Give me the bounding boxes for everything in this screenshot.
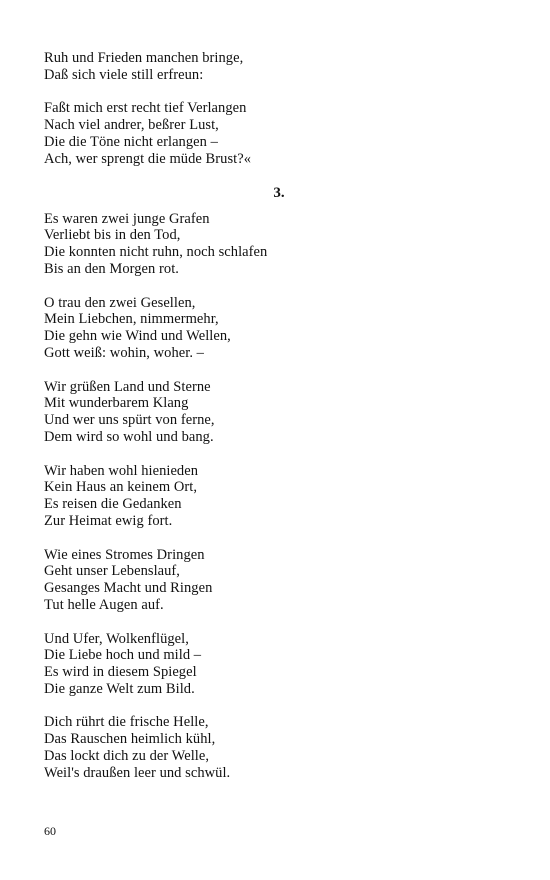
verse-line: Es reisen die Gedanken: [44, 496, 182, 513]
verse-line: Ruh und Frieden manchen bringe,: [44, 50, 244, 66]
verse-line: Kein Haus an keinem Ort,: [44, 479, 198, 496]
verse-line: Dem wird so wohl und bang.: [44, 428, 214, 445]
poem-continuation: [44, 50, 514, 168]
stanza: [44, 547, 514, 614]
verse-line: Bis an den Morgen rot.: [44, 260, 179, 277]
verse-line: Wie eines Stromes Dringen: [44, 546, 205, 563]
verse-line: Die gehn wie Wind und Wellen,: [44, 328, 231, 345]
verse-line: Weil's draußen leer und schwül.: [44, 764, 231, 781]
verse-line: Verliebt bis in den Tod,: [44, 227, 181, 244]
verse-line: Nach viel andrer, beßrer Lust,: [44, 117, 219, 134]
verse-line: Die die Töne nicht erlangen –: [44, 133, 218, 150]
verse-line: Wir grüßen Land und Sterne: [44, 378, 211, 395]
stanza: [44, 295, 514, 362]
stanza: [44, 714, 514, 781]
verse-line: Die konnten nicht ruhn, noch schlafen: [44, 244, 268, 261]
page-number: 60: [44, 824, 56, 838]
verse-line: Die ganze Welt zum Bild.: [44, 680, 195, 697]
verse-line: Gott weiß: wohin, woher. –: [44, 344, 204, 361]
stanza: [44, 50, 514, 84]
verse-line: Mein Liebchen, nimmermehr,: [44, 311, 219, 328]
verse-line: Dich rührt die frische Helle,: [44, 714, 209, 731]
verse-line: Tut helle Augen auf.: [44, 596, 164, 613]
verse-line: Es wird in diesem Spiegel: [44, 664, 197, 681]
verse-line: Gesanges Macht und Ringen: [44, 580, 213, 597]
verse-line: Zur Heimat ewig fort.: [44, 512, 173, 529]
stanza: [44, 379, 514, 446]
stanza: [44, 211, 514, 278]
stanza: [44, 631, 514, 698]
verse-line: Mit wunderbarem Klang: [44, 395, 189, 412]
stanza: [44, 100, 514, 167]
verse-line: Das lockt dich zu der Welle,: [44, 748, 210, 765]
stanza: [44, 463, 514, 530]
section-heading: 3.: [273, 184, 285, 201]
verse-line: O trau den zwei Gesellen,: [44, 294, 196, 311]
verse-line: Und Ufer, Wolkenflügel,: [44, 630, 189, 647]
verse-line: Es waren zwei junge Grafen: [44, 210, 210, 227]
verse-line: Das Rauschen heimlich kühl,: [44, 731, 216, 748]
verse-line: Die Liebe hoch und mild –: [44, 647, 202, 664]
verse-line: Wir haben wohl hienieden: [44, 462, 199, 479]
verse-line: Daß sich viele still erfreun:: [44, 66, 204, 83]
verse-line: Und wer uns spürt von ferne,: [44, 412, 215, 429]
poem-text: [44, 50, 514, 798]
verse-line: Geht unser Lebenslauf,: [44, 563, 180, 580]
verse-line: Faßt mich erst recht tief Verlangen: [44, 100, 247, 117]
verse-line: Ach, wer sprengt die müde Brust?«: [44, 150, 252, 167]
